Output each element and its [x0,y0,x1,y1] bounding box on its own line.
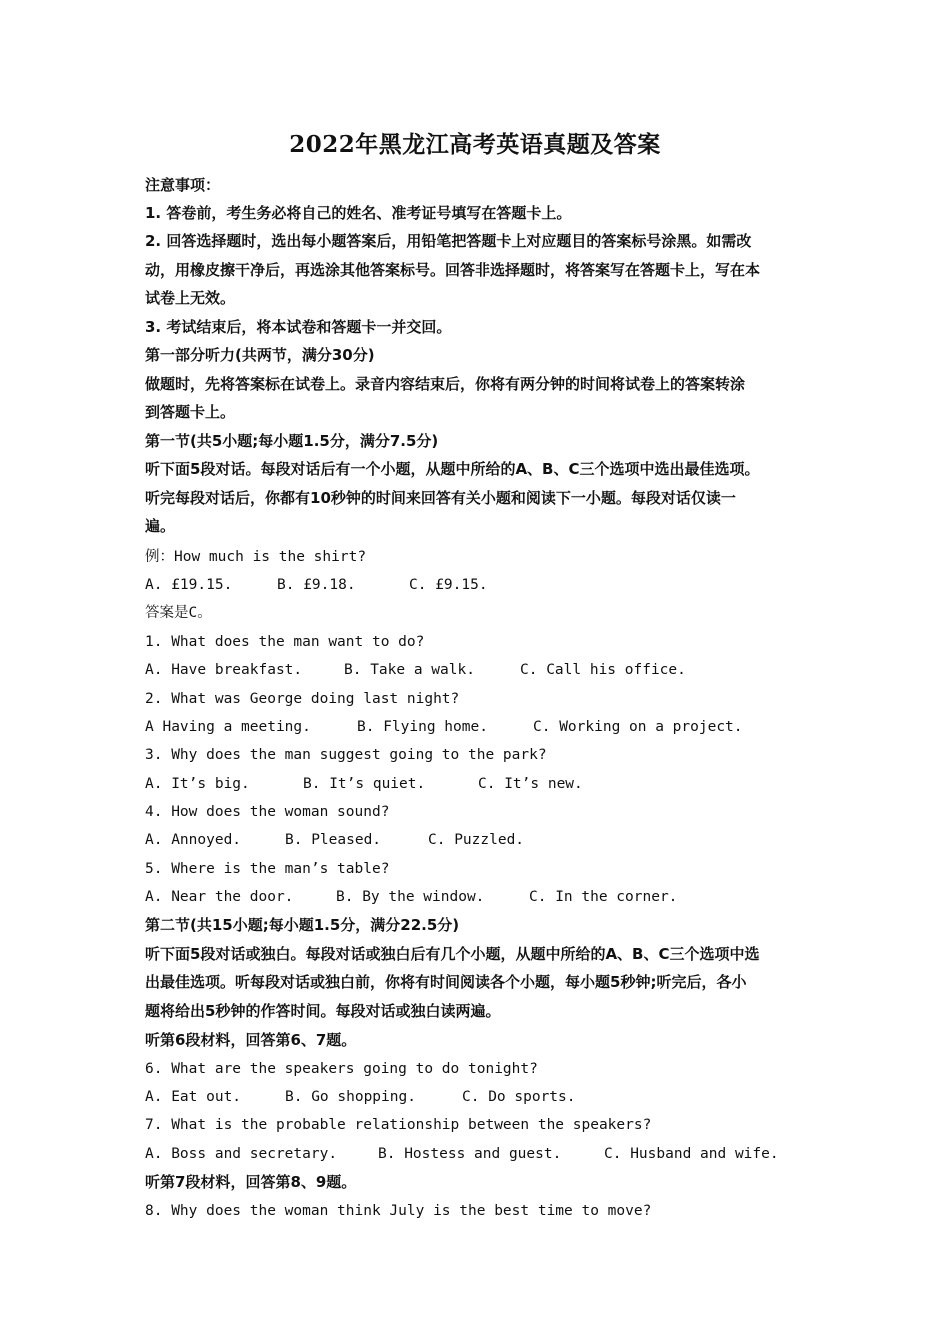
option-b: B. It’s quiet. [303,776,426,792]
question-4: 4. How does the woman sound? [145,804,390,820]
section1-heading: 第一节(共5小题;每小题1.5分，满分7.5分) [145,432,439,450]
option-b: B. Pleased. [285,832,382,848]
part1-heading: 第一部分听力(共两节，满分30分) [145,346,375,364]
page-title: 2022年黑龙江高考英语真题及答案 [289,131,661,158]
section1-instruction-line-2: 听完每段对话后，你都有10秒钟的时间来回答有关小题和阅读下一小题。每段对话仅读一 [145,489,736,507]
question-3-options [145,771,815,797]
option-c: C. Working on a project. [533,719,743,735]
question-7-options [145,1141,815,1167]
notice-heading: 注意事项： [145,176,221,194]
option-a: A. Near the door. [145,889,294,905]
option-a: A. £19.15. [145,577,233,593]
option-a: A. It’s big. [145,776,250,792]
option-a: A. Eat out. [145,1089,242,1105]
option-c: C. £9.15. [409,577,488,593]
option-b: B. Take a walk. [344,662,475,678]
question-8: 8. Why does the woman think July is the best time to move? [145,1203,652,1219]
question-1-options [145,657,815,683]
section1-instruction-line-1: 听下面5段对话。每段对话后有一个小题，从题中所给的A、B、C三个选项中选出最佳选项。 [145,460,760,478]
question-5: 5. Where is the man’s table? [145,861,390,877]
question-5-options [145,884,815,910]
question-4-options [145,827,815,853]
section1-instruction-line-3: 遍。 [145,517,176,535]
question-6-options [145,1084,815,1110]
notice-item-1: 1. 答卷前，考生务必将自己的姓名、准考证号填写在答题卡上。 [145,204,572,222]
question-3: 3. Why does the man suggest going to the park? [145,747,547,763]
notice-item-2-line-2: 动，用橡皮擦干净后，再选涂其他答案标号。回答非选择题时，将答案写在答题卡上，写在本 [145,261,761,279]
option-a: A Having a meeting. [145,719,311,735]
question-6: 6. What are the speakers going to do tonight? [145,1061,538,1077]
notice-item-3: 3. 考试结束后，将本试卷和答题卡一并交回。 [145,318,452,336]
section2-instruction-line-3: 题将给出5秒钟的作答时间。每段对话或独白读两遍。 [145,1002,501,1020]
example-answer: 答案是C。 [145,605,212,621]
listening-material-6-heading: 听第6段材料，回答第6、7题。 [145,1031,357,1049]
option-a: A. Annoyed. [145,832,242,848]
section2-instruction-line-2: 出最佳选项。听每段对话或独白前，你将有时间阅读各个小题，每小题5秒钟;听完后，各小 [145,973,747,991]
option-c: C. Husband and wife. [604,1146,779,1162]
question-1: 1. What does the man want to do? [145,634,425,650]
example-question: 例：How much is the shirt? [145,549,367,565]
section2-instruction-line-1: 听下面5段对话或独白。每段对话或独白后有几个小题，从题中所给的A、B、C三个选项中选 [145,945,760,963]
option-c: C. Do sports. [462,1089,576,1105]
listening-material-7-heading: 听第7段材料，回答第8、9题。 [145,1173,357,1191]
option-c: C. It’s new. [478,776,583,792]
notice-item-2-line-3: 试卷上无效。 [145,289,236,307]
notice-item-2-line-1: 2. 回答选择题时，选出每小题答案后，用铅笔把答题卡上对应题目的答案标号涂黑。如需改 [145,232,752,250]
example-options [145,572,815,598]
option-b: B. By the window. [336,889,485,905]
part1-instruction-line-2: 到答题卡上。 [145,403,236,421]
option-b: B. £9.18. [277,577,356,593]
section2-heading: 第二节(共15小题;每小题1.5分，满分22.5分) [145,916,460,934]
option-c: C. Call his office. [520,662,686,678]
option-c: C. In the corner. [529,889,678,905]
option-a: A. Have breakfast. [145,662,303,678]
option-b: B. Flying home. [357,719,488,735]
part1-instruction-line-1: 做题时，先将答案标在试卷上。录音内容结束后，你将有两分钟的时间将试卷上的答案转涂 [145,375,746,393]
option-b: B. Go shopping. [285,1089,416,1105]
option-b: B. Hostess and guest. [378,1146,562,1162]
question-2-options [145,714,815,740]
question-2: 2. What was George doing last night? [145,691,460,707]
option-c: C. Puzzled. [428,832,525,848]
question-7: 7. What is the probable relationship between the speakers? [145,1117,652,1133]
option-a: A. Boss and secretary. [145,1146,338,1162]
